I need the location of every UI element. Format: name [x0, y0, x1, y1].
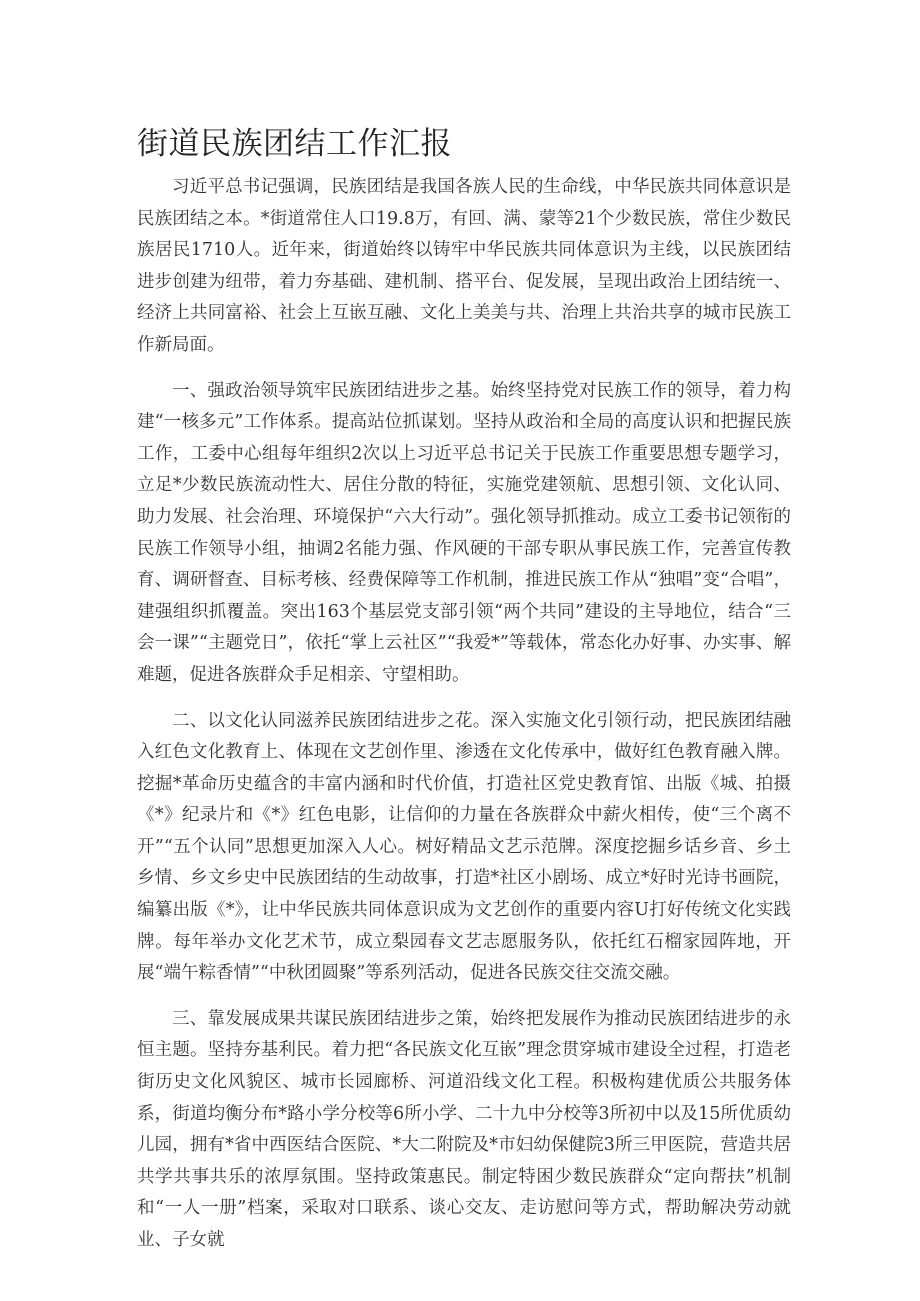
paragraph-section-3: 三、靠发展成果共谋民族团结进步之策，始终把发展作为推动民族团结进步的永恒主题。坚持夯基利民。着力把“各民族文化互嵌”理念贯穿城市建设全过程，打造老街历史文化风貌区、城市长园廊桥、河道沿线文化工程。积极构建优质公共服务体系，街道均衡分布*路小学分校等6所小学、二十九中分校等3所初中以及15所优质幼儿园，拥有*省中西医结合医院、*大二附院及*市妇幼保健院3所三甲医院，营造共居共学共事共乐的浓厚氛围。坚持政策惠民。制定特困少数民族群众“定向帮扶”机制和“一人一册”档案，采取对口联系、谈心交友、走访慰问等方式，帮助解决劳动就业、子女就	[137, 1008, 791, 1250]
paragraph-section-2: 二、以文化认同滋养民族团结进步之花。深入实施文化引领行动，把民族团结融入红色文化教育上、体现在文艺创作里、渗透在文化传承中，做好红色教育融入牌。挖掘*革命历史蕴含的丰富内涵和时代价值，打造社区党史教育馆、出版《城、拍摄《*》纪录片和《*》红色电影，让信仰的力量在各族群众中薪火相传，使“三个离不开”“五个认同”思想更加深入人心。树好精品文艺示范牌。深度挖掘乡话乡音、乡土乡情、乡文乡史中民族团结的生动故事，打造*社区小剧场、成立*好时光诗书画院，编纂出版《*》，让中华民族共同体意识成为文艺创作的重要内容U打好传统文化实践牌。每年举办文化艺术节，成立梨园春文艺志愿服务队，依托红石榴家园阵地，开展“端午粽香情”“中秋团圆聚”等系列活动，促进各民族交往交流交融。	[137, 710, 791, 984]
document-body	[137, 172, 791, 1271]
paragraph-section-1: 一、强政治领导筑牢民族团结进步之基。始终坚持党对民族工作的领导，着力构建“一核多元”工作体系。提高站位抓谋划。坚持从政治和全局的高度认识和把握民族工作，工委中心组每年组织2次以上习近平总书记关于民族工作重要思想专题学习，立足*少数民族流动性大、居住分散的特征，实施党建领航、思想引领、文化认同、助力发展、社会治理、环境保护“六大行动”。强化领导抓推动。成立工委书记领衔的民族工作领导小组，抽调2名能力强、作风硬的干部专职从事民族工作，完善宣传教育、调研督查、目标考核、经费保障等工作机制，推进民族工作从“独唱”变“合唱”，建强组织抓覆盖。突出163个基层党支部引领“两个共同”建设的主导地位，结合“三会一课”“主题党日”，依托“掌上云社区”“我爱*”等载体，常态化办好事、办实事、解难题，促进各族群众手足相亲、守望相助。	[137, 380, 791, 685]
paragraph-intro: 习近平总书记强调，民族团结是我国各族人民的生命线，中华民族共同体意识是民族团结之本。*街道常住人口19.8万，有回、满、蒙等21个少数民族，常住少数民族居民1710人。近年来，街道始终以铸牢中华民族共同体意识为主线，以民族团结进步创建为纽带，着力夯基础、建机制、搭平台、促发展，呈现出政治上团结统一、经济上共同富裕、社会上互嵌互融、文化上美美与共、治理上共治共享的城市民族工作新局面。	[137, 177, 791, 355]
document-title: 街道民族团结工作汇报	[137, 126, 452, 162]
